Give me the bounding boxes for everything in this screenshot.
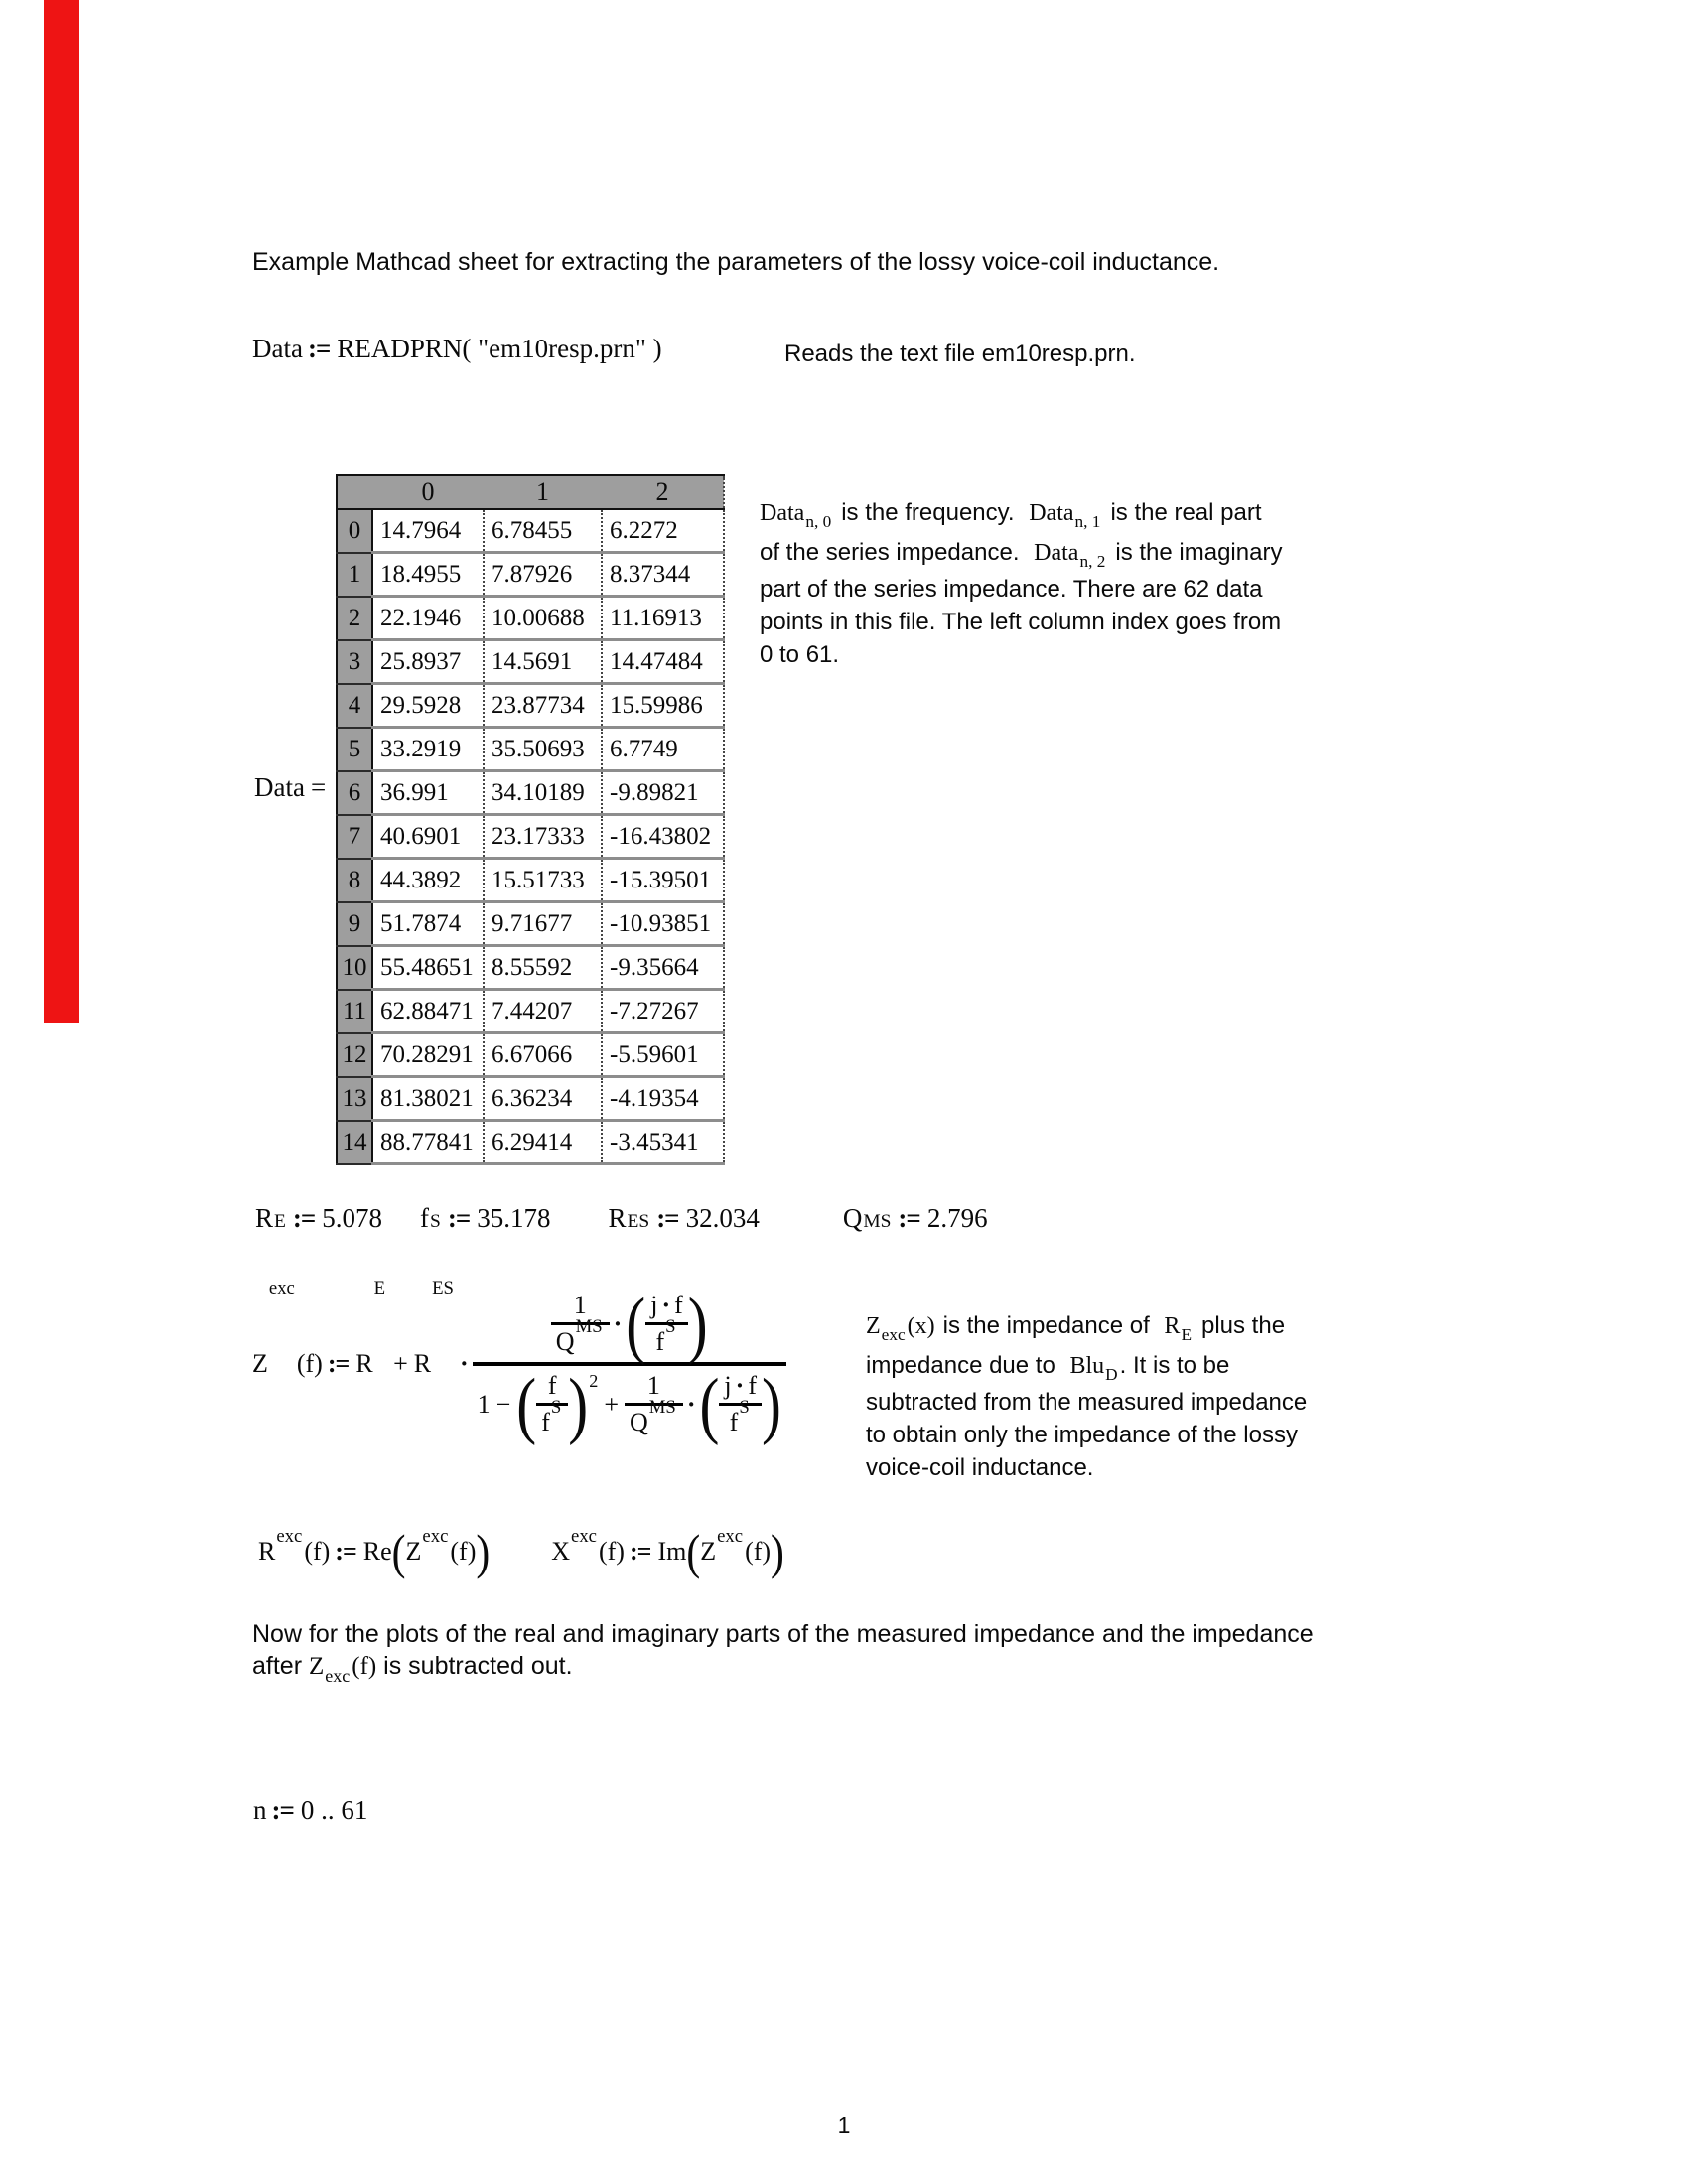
zexc-annotation	[866, 1306, 1442, 1484]
data-cell: 51.7874	[372, 902, 484, 946]
row-index-cell: 0	[337, 509, 372, 553]
data-cell: 10.00688	[484, 597, 602, 640]
assign-operator: :=	[447, 1203, 471, 1233]
data-cell: 15.59986	[602, 684, 724, 728]
annotation-line	[760, 533, 1435, 573]
math-subscript: E	[1181, 1325, 1192, 1345]
data-cell: 23.87734	[484, 684, 602, 728]
table-row	[337, 728, 724, 771]
math-var: Blu	[1069, 1353, 1105, 1379]
data-cell: 23.17333	[484, 815, 602, 859]
annotation-line: subtracted from the measured impedance	[866, 1389, 1308, 1416]
math-var: R	[355, 1349, 373, 1378]
zexc-definition: Z exc (f) := R E + R ES · 1 Q MS · ( j · f f S ) 1 − ( f f S ) 2 + 1 Q MS · ( j · f f S )	[252, 1289, 786, 1439]
assign-operator: :=	[335, 1537, 356, 1566]
row-index-cell: 11	[337, 990, 372, 1033]
row-index-cell: 13	[337, 1077, 372, 1121]
data-cell: -9.35664	[602, 946, 724, 990]
plus-operator: +	[604, 1389, 619, 1419]
annotation-line: part of the series impedance. There are 62 data	[760, 576, 1263, 603]
column-header: 2	[602, 475, 724, 509]
data-cell: 62.88471	[372, 990, 484, 1033]
data-cell: 40.6901	[372, 815, 484, 859]
annotation-line	[760, 493, 1435, 533]
annotation-line: 0 to 61.	[760, 641, 840, 668]
annotation-line: points in this file. The left column index goes from	[760, 609, 1282, 635]
table-row	[337, 902, 724, 946]
row-index-cell: 12	[337, 1033, 372, 1077]
readprn-comment: Reads the text file em10resp.prn.	[784, 341, 1136, 367]
data-cell: 35.50693	[484, 728, 602, 771]
data-output-table	[336, 474, 725, 1165]
math-subscript: D	[1105, 1365, 1118, 1385]
data-cell: 22.1946	[372, 597, 484, 640]
table-header-row	[337, 475, 724, 509]
math-var: n	[253, 1795, 267, 1825]
annotation-line: to obtain only the impedance of the lossy	[866, 1422, 1298, 1448]
page-number: 1	[837, 2113, 851, 2138]
data-cell: 36.991	[372, 771, 484, 815]
data-cell: 6.29414	[484, 1121, 602, 1164]
row-index-cell: 7	[337, 815, 372, 859]
assign-operator: :=	[629, 1537, 651, 1566]
data-cell: 7.44207	[484, 990, 602, 1033]
row-index-cell: 3	[337, 640, 372, 684]
math-arg: (f)	[296, 1349, 323, 1378]
table-row	[337, 1121, 724, 1164]
math-subscript: n, 2	[1079, 552, 1106, 572]
function-name: Re	[362, 1537, 392, 1566]
annotation-line	[866, 1306, 1442, 1346]
data-cell: 15.51733	[484, 859, 602, 902]
data-cell: 6.7749	[602, 728, 724, 771]
row-index-cell: 14	[337, 1121, 372, 1164]
multiply-dot: ·	[686, 1389, 696, 1419]
data-cell: 7.87926	[484, 553, 602, 597]
math-arg: (f)	[352, 1653, 377, 1680]
red-margin-stripe	[44, 0, 79, 1023]
math-subscript: n, 1	[1074, 512, 1101, 532]
data-cell: 25.8937	[372, 640, 484, 684]
row-index-cell: 8	[337, 859, 372, 902]
data-cell: 8.37344	[602, 553, 724, 597]
data-cell: 55.48651	[372, 946, 484, 990]
data-table-body	[337, 509, 724, 1164]
data-cell: -5.59601	[602, 1033, 724, 1077]
readprn-expression	[252, 334, 662, 364]
table-row	[337, 771, 724, 815]
fraction-1-over-qms: 1 Q MS	[625, 1370, 683, 1438]
row-index-cell: 6	[337, 771, 372, 815]
paren-group-jf-over-fs: ( j · f f S )	[626, 1283, 708, 1365]
annotation-line	[866, 1346, 1442, 1386]
data-label-lhs: Data	[254, 772, 305, 802]
table-corner-cell	[337, 475, 372, 509]
table-row	[337, 1033, 724, 1077]
data-cell: 18.4955	[372, 553, 484, 597]
data-cell: 34.10189	[484, 771, 602, 815]
multiply-dot: ·	[459, 1349, 469, 1378]
param-value: 2.796	[926, 1203, 988, 1233]
row-index-cell: 9	[337, 902, 372, 946]
math-var: Data	[760, 500, 805, 526]
data-cell: 88.77841	[372, 1121, 484, 1164]
param-value: 5.078	[322, 1203, 383, 1233]
data-cell: 6.78455	[484, 509, 602, 553]
math-var: R	[255, 1203, 274, 1233]
assign-operator: :=	[307, 334, 331, 363]
range-value: 0 .. 61	[300, 1795, 368, 1825]
row-index-cell: 1	[337, 553, 372, 597]
math-var: Z	[308, 1653, 325, 1680]
data-cell: 29.5928	[372, 684, 484, 728]
data-cell: -7.27267	[602, 990, 724, 1033]
re-im-definitions	[258, 1524, 784, 1579]
data-cell: 81.38021	[372, 1077, 484, 1121]
row-index-cell: 2	[337, 597, 372, 640]
column-header: 1	[484, 475, 602, 509]
data-cell: -15.39501	[602, 859, 724, 902]
param-res: R ES := 32.034	[608, 1203, 760, 1233]
math-var: Z	[252, 1349, 268, 1378]
rexc-definition: R exc (f) := Re ( Z exc (f) )	[258, 1524, 491, 1579]
table-row	[337, 553, 724, 597]
data-cell: 14.47484	[602, 640, 724, 684]
plus-operator: +	[393, 1349, 408, 1378]
main-fraction: 1 Q MS · ( j · f f S ) 1 − ( f f S ) 2 + 1 Q MS · ( j · f f S )	[473, 1289, 786, 1439]
table-row	[337, 946, 724, 990]
assign-operator: :=	[656, 1203, 679, 1233]
data-cell: 6.67066	[484, 1033, 602, 1077]
table-row	[337, 1077, 724, 1121]
table-annotation	[760, 493, 1435, 671]
assign-operator: :=	[292, 1203, 316, 1233]
fraction-1-over-qms: 1 Q MS	[551, 1290, 610, 1358]
annotation-text: is the real part	[1110, 499, 1262, 526]
math-var: R	[413, 1349, 432, 1378]
table-row	[337, 597, 724, 640]
parameter-assignments	[255, 1203, 988, 1234]
data-label-equals: =	[310, 772, 327, 802]
readprn-rhs: READPRN( "em10resp.prn" )	[337, 334, 662, 363]
data-cell: 11.16913	[602, 597, 724, 640]
annotation-text: impedance due to	[866, 1352, 1055, 1379]
exponent-2: 2	[589, 1371, 599, 1392]
math-subscript: exc	[881, 1325, 906, 1345]
n-range-definition	[253, 1795, 367, 1826]
data-cell: 33.2919	[372, 728, 484, 771]
sheet-title: Example Mathcad sheet for extracting the parameters of the lossy voice-coil inductance.	[252, 248, 1220, 276]
annotation-line: voice-coil inductance.	[866, 1454, 1094, 1481]
param-value: 35.178	[477, 1203, 551, 1233]
data-table-label	[254, 772, 332, 803]
param-re: R E := 5.078	[255, 1203, 383, 1233]
data-cell: 6.2272	[602, 509, 724, 553]
minus-operator: −	[495, 1389, 511, 1419]
data-cell: 9.71677	[484, 902, 602, 946]
math-var: Z	[866, 1313, 881, 1339]
data-cell: 70.28291	[372, 1033, 484, 1077]
param-value: 32.034	[685, 1203, 760, 1233]
param-qms: Q MS := 2.796	[842, 1203, 988, 1233]
assign-operator: :=	[271, 1795, 294, 1825]
function-name: Im	[657, 1537, 687, 1566]
table-row	[337, 640, 724, 684]
math-var: Q	[842, 1203, 863, 1233]
table-row	[337, 684, 724, 728]
table-row	[337, 859, 724, 902]
row-index-cell: 10	[337, 946, 372, 990]
table-row	[337, 509, 724, 553]
data-cell: 44.3892	[372, 859, 484, 902]
xexc-definition: X exc (f) := Im ( Z exc (f) )	[551, 1524, 784, 1579]
math-subscript: exc	[325, 1665, 351, 1686]
plots-paragraph	[252, 1618, 1444, 1686]
table-row	[337, 815, 724, 859]
row-index-cell: 4	[337, 684, 372, 728]
math-var: Data	[1034, 540, 1079, 566]
table-row	[337, 990, 724, 1033]
data-cell: -9.89821	[602, 771, 724, 815]
paragraph-line: after $Z_{exc}(f)$ is subtracted out.	[252, 1652, 573, 1686]
data-cell: -16.43802	[602, 815, 724, 859]
assign-operator: :=	[327, 1349, 350, 1378]
math-var: R	[1164, 1313, 1181, 1339]
assign-operator: :=	[898, 1203, 920, 1233]
math-subscript: n, 0	[805, 512, 832, 532]
annotation-text: . It is to be	[1119, 1352, 1230, 1379]
annotation-text: plus the	[1200, 1312, 1286, 1339]
data-cell: 14.7964	[372, 509, 484, 553]
paragraph-line: Now for the plots of the real and imaginary parts of the measured impedance and the impedance	[252, 1620, 1314, 1648]
multiply-dot: ·	[613, 1308, 623, 1338]
math-arg: (x)	[907, 1313, 935, 1339]
paren-group-jf-over-fs: ( j · f f S )	[699, 1363, 781, 1445]
param-fs: f S := 35.178	[420, 1203, 551, 1233]
annotation-text: of the series impedance.	[760, 539, 1020, 566]
math-var: f	[420, 1203, 430, 1233]
annotation-text: is the frequency.	[841, 499, 1015, 526]
annotation-text: is the imaginary	[1115, 539, 1283, 566]
column-header: 0	[372, 475, 484, 509]
paren-group-f-over-fs: ( f f S )	[516, 1363, 589, 1445]
data-cell: -4.19354	[602, 1077, 724, 1121]
math-var: R	[608, 1203, 627, 1233]
data-cell: 14.5691	[484, 640, 602, 684]
data-cell: -10.93851	[602, 902, 724, 946]
math-var: Data	[1029, 500, 1074, 526]
row-index-cell: 5	[337, 728, 372, 771]
annotation-text: is the impedance of	[942, 1312, 1150, 1339]
data-cell: 6.36234	[484, 1077, 602, 1121]
readprn-lhs: Data	[252, 334, 303, 363]
data-cell: -3.45341	[602, 1121, 724, 1164]
data-cell: 8.55592	[484, 946, 602, 990]
